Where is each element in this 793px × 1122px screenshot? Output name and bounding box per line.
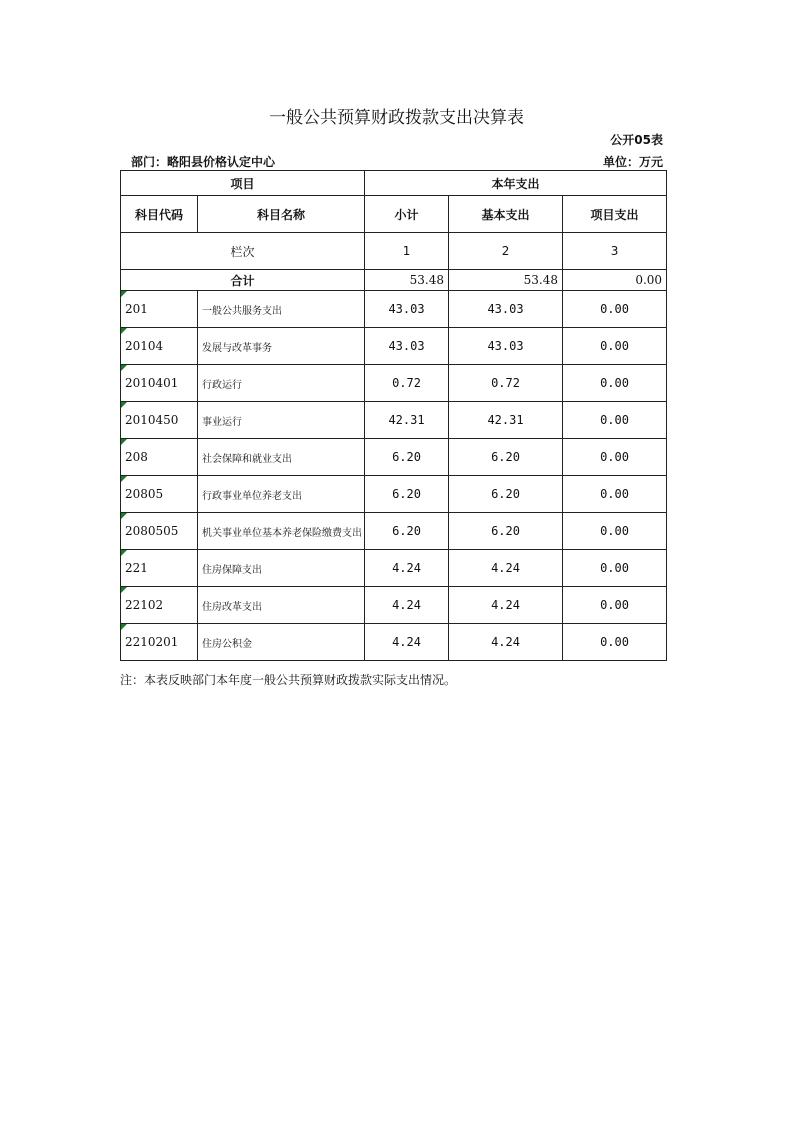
row-name: 事业运行	[198, 402, 365, 439]
row-basic: 42.31	[449, 402, 563, 439]
cell-marker-icon	[121, 587, 127, 593]
row-code-cell	[121, 365, 198, 402]
row-basic: 43.03	[449, 291, 563, 328]
row-basic: 4.24	[449, 550, 563, 587]
row-code-cell	[121, 476, 198, 513]
header-project: 项目	[121, 171, 365, 196]
page-title: 一般公共预算财政拨款支出决算表	[269, 108, 524, 128]
unit-label: 单位：万元	[602, 155, 663, 169]
column-index-3: 3	[563, 233, 667, 270]
row-project: 0.00	[563, 550, 667, 587]
cell-marker-icon	[121, 439, 127, 445]
row-project: 0.00	[563, 624, 667, 661]
cell-marker-icon	[121, 291, 127, 297]
total-project: 0.00	[563, 270, 667, 291]
total-basic: 53.48	[449, 270, 563, 291]
row-project: 0.00	[563, 513, 667, 550]
expenditure-table	[120, 170, 667, 661]
row-project: 0.00	[563, 476, 667, 513]
row-subtotal: 4.24	[365, 587, 449, 624]
row-code-cell	[121, 328, 198, 365]
row-code-cell	[121, 439, 198, 476]
row-name: 住房保障支出	[198, 550, 365, 587]
header-name: 科目名称	[198, 196, 365, 233]
header-project-expense: 项目支出	[563, 196, 667, 233]
cell-marker-icon	[121, 513, 127, 519]
total-subtotal: 53.48	[365, 270, 449, 291]
table-row	[121, 402, 667, 439]
row-code: 2080505	[125, 524, 179, 538]
row-code: 2210201	[125, 635, 179, 649]
table-row	[121, 624, 667, 661]
row-code-cell	[121, 550, 198, 587]
row-code: 20805	[125, 487, 164, 501]
form-number: 公开05表	[610, 133, 663, 147]
row-code-cell	[121, 402, 198, 439]
cell-marker-icon	[121, 328, 127, 334]
table-row	[121, 587, 667, 624]
row-code: 22102	[125, 598, 164, 612]
row-code: 2010450	[125, 413, 179, 427]
row-subtotal: 43.03	[365, 291, 449, 328]
header-subtotal: 小计	[365, 196, 449, 233]
table-row	[121, 439, 667, 476]
table-row	[121, 513, 667, 550]
cell-marker-icon	[121, 624, 127, 630]
row-code-cell	[121, 291, 198, 328]
column-index-1: 1	[365, 233, 449, 270]
row-subtotal: 4.24	[365, 550, 449, 587]
row-name: 住房公积金	[198, 624, 365, 661]
row-project: 0.00	[563, 439, 667, 476]
column-index-label: 栏次	[121, 233, 365, 270]
column-index-row	[121, 233, 667, 270]
header-basic: 基本支出	[449, 196, 563, 233]
cell-marker-icon	[121, 476, 127, 482]
row-project: 0.00	[563, 587, 667, 624]
header-current-year: 本年支出	[365, 171, 667, 196]
footnote: 注：本表反映部门本年度一般公共预算财政拨款实际支出情况。	[120, 673, 457, 687]
header-row-1	[121, 171, 667, 196]
row-basic: 0.72	[449, 365, 563, 402]
row-basic: 4.24	[449, 624, 563, 661]
table-row	[121, 550, 667, 587]
header-row-2	[121, 196, 667, 233]
row-code: 20104	[125, 339, 164, 353]
header-code: 科目代码	[121, 196, 198, 233]
row-basic: 43.03	[449, 328, 563, 365]
row-subtotal: 0.72	[365, 365, 449, 402]
row-basic: 6.20	[449, 513, 563, 550]
column-index-2: 2	[449, 233, 563, 270]
row-name: 社会保障和就业支出	[198, 439, 365, 476]
cell-marker-icon	[121, 402, 127, 408]
row-name: 住房改革支出	[198, 587, 365, 624]
cell-marker-icon	[121, 550, 127, 556]
row-subtotal: 6.20	[365, 476, 449, 513]
row-subtotal: 6.20	[365, 439, 449, 476]
total-row	[121, 270, 667, 291]
row-name: 行政事业单位养老支出	[198, 476, 365, 513]
row-code: 221	[125, 561, 148, 575]
row-code: 201	[125, 302, 148, 316]
row-basic: 6.20	[449, 439, 563, 476]
row-name: 行政运行	[198, 365, 365, 402]
row-subtotal: 42.31	[365, 402, 449, 439]
row-code: 2010401	[125, 376, 179, 390]
table-row	[121, 291, 667, 328]
row-basic: 6.20	[449, 476, 563, 513]
row-subtotal: 4.24	[365, 624, 449, 661]
row-project: 0.00	[563, 328, 667, 365]
row-code-cell	[121, 587, 198, 624]
table-row	[121, 365, 667, 402]
cell-marker-icon	[121, 365, 127, 371]
department-label: 部门：略阳县价格认定中心	[131, 155, 276, 169]
row-subtotal: 43.03	[365, 328, 449, 365]
row-name: 机关事业单位基本养老保险缴费支出	[198, 513, 365, 550]
row-code-cell	[121, 513, 198, 550]
row-name: 发展与改革事务	[198, 328, 365, 365]
row-project: 0.00	[563, 291, 667, 328]
row-basic: 4.24	[449, 587, 563, 624]
row-subtotal: 6.20	[365, 513, 449, 550]
row-project: 0.00	[563, 365, 667, 402]
table-row	[121, 328, 667, 365]
row-code-cell	[121, 624, 198, 661]
row-name: 一般公共服务支出	[198, 291, 365, 328]
total-label: 合计	[121, 270, 365, 291]
row-code: 208	[125, 450, 148, 464]
row-project: 0.00	[563, 402, 667, 439]
table-row	[121, 476, 667, 513]
